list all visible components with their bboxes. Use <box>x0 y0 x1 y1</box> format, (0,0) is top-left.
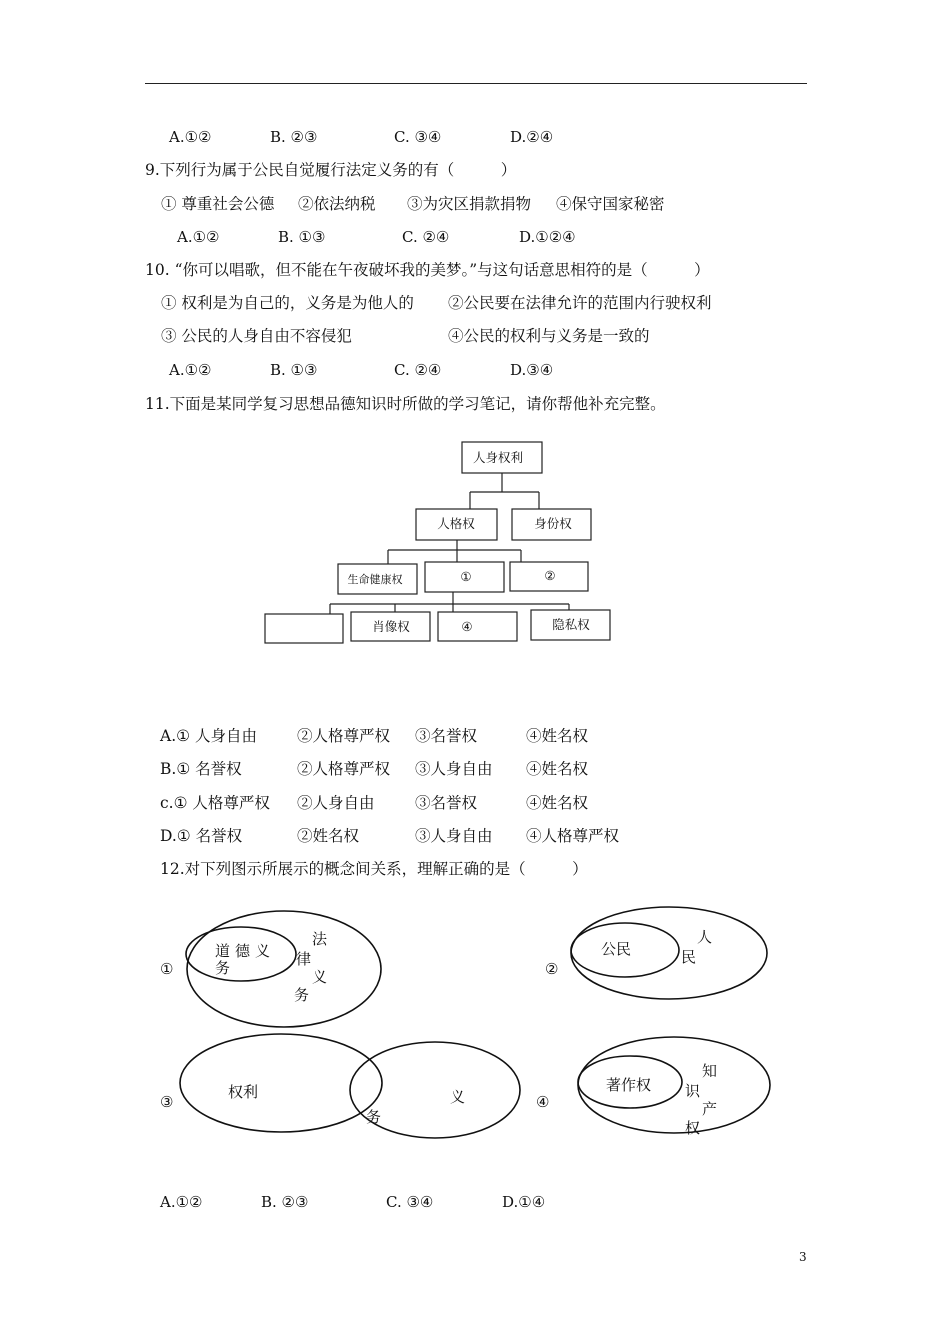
q8-option-b: B. ②③ <box>270 128 318 146</box>
q10-item-3: ③ 公民的人身自由不容侵犯 <box>161 327 352 345</box>
q12-stem: 12.对下列图示所展示的概念间关系，理解正确的是（ ） <box>160 860 588 878</box>
q11-stem: 11.下面是某同学复习思想品德知识时所做的学习笔记，请你帮他补充完整。 <box>145 395 666 413</box>
d2-number: ② <box>545 960 559 978</box>
d1-number: ① <box>160 960 174 978</box>
q11-option-d-2: ②姓名权 <box>297 827 360 845</box>
d3-left-label: 权利 <box>228 1083 259 1101</box>
q10-item-2: ②公民要在法律允许的范围内行驶权利 <box>448 294 712 312</box>
q9-stem: 9.下列行为属于公民自觉履行法定义务的有（ ） <box>145 161 517 179</box>
tree-box-blank-3 <box>265 614 343 643</box>
d4-outer-char-2: 识 <box>685 1082 701 1100</box>
d3-right-char-2: 务 <box>366 1108 382 1126</box>
d1-inner-char-2: 德 <box>235 942 251 960</box>
d2-inner-label: 公民 <box>601 940 632 958</box>
q12-option-d: D.①④ <box>502 1193 546 1211</box>
d1-inner-char-1: 道 <box>215 942 231 960</box>
d1-inner-char-3: 义 <box>255 942 271 960</box>
tree-label-root: 人身权利 <box>472 450 524 465</box>
q11-option-c-2: ②人身自由 <box>297 794 375 812</box>
q10-option-c: C. ②④ <box>394 361 442 379</box>
d4-inner-label: 著作权 <box>606 1076 652 1094</box>
q10-item-4: ④公民的权利与义务是一致的 <box>448 327 650 345</box>
q9-item-2: ②依法纳税 <box>298 195 376 213</box>
q9-item-3: ③为灾区捐款捐物 <box>407 195 532 213</box>
q9-option-b: B. ①③ <box>278 228 326 246</box>
tree-label-personality: 人格权 <box>437 516 475 531</box>
q10-option-a: A.①② <box>169 361 212 379</box>
q12-option-b: B. ②③ <box>261 1193 309 1211</box>
tree-label-circle-4: ④ <box>461 619 473 634</box>
q11-option-b-3: ③人身自由 <box>415 760 493 778</box>
q11-option-d-4: ④人格尊严权 <box>526 827 620 845</box>
q8-option-d: D.②④ <box>510 128 554 146</box>
tree-label-identity: 身份权 <box>534 516 572 531</box>
q9-item-4: ④保守国家秘密 <box>556 195 665 213</box>
q12-option-c: C. ③④ <box>386 1193 434 1211</box>
d4-outer-char-4: 权 <box>685 1119 701 1137</box>
d1-outer-char-1: 法 <box>312 930 328 948</box>
tree-label-circle-2: ② <box>544 568 556 583</box>
q11-option-c-3: ③名誉权 <box>415 794 478 812</box>
d3-right-char-1: 义 <box>450 1088 466 1106</box>
d4-outer-char-1: 知 <box>702 1062 718 1080</box>
q9-option-c: C. ②④ <box>402 228 450 246</box>
tree-label-life-health: 生命健康权 <box>347 573 403 586</box>
q11-option-b-4: ④姓名权 <box>526 760 589 778</box>
d1-outer-char-4: 务 <box>294 986 310 1004</box>
q10-option-d: D.③④ <box>510 361 554 379</box>
q11-option-c-1: c.① 人格尊严权 <box>160 794 270 812</box>
q9-option-a: A.①② <box>177 228 220 246</box>
d1-outer-char-3: 义 <box>312 968 328 986</box>
q10-option-b: B. ①③ <box>270 361 318 379</box>
q9-item-1: ① 尊重社会公德 <box>161 195 275 213</box>
tree-box-blank-4 <box>438 612 517 641</box>
q11-option-b-2: ②人格尊严权 <box>297 760 391 778</box>
d2-outer-char-1: 人 <box>697 928 713 946</box>
page-number: 3 <box>799 1250 807 1264</box>
q9-option-d: D.①②④ <box>519 228 576 246</box>
q10-stem: 10. “你可以唱歌，但不能在午夜破坏我的美梦。”与这句话意思相符的是（ ） <box>145 261 710 279</box>
q11-option-b-1: B.① 名誉权 <box>160 760 242 778</box>
q11-option-a-3: ③名誉权 <box>415 727 478 745</box>
d1-inner-char-4: 务 <box>215 959 231 977</box>
q8-option-c: C. ③④ <box>394 128 442 146</box>
d1-outer-char-2: 律 <box>296 950 312 968</box>
d4-outer-char-3: 产 <box>702 1100 718 1118</box>
tree-label-portrait: 肖像权 <box>372 619 410 634</box>
d4-number: ④ <box>536 1093 550 1111</box>
d2-outer-char-2: 民 <box>681 948 697 966</box>
q11-option-c-4: ④姓名权 <box>526 794 589 812</box>
q11-option-a-4: ④姓名权 <box>526 727 589 745</box>
q11-option-a-1: A.① 人身自由 <box>160 727 257 745</box>
q12-option-a: A.①② <box>160 1193 203 1211</box>
q11-option-d-1: D.① 名誉权 <box>160 827 243 845</box>
q11-option-d-3: ③人身自由 <box>415 827 493 845</box>
tree-label-privacy: 隐私权 <box>552 617 590 632</box>
q10-item-1: ① 权利是为自己的，义务是为他人的 <box>161 294 414 312</box>
q8-option-a: A.①② <box>169 128 212 146</box>
concept-relationship-diagrams <box>0 880 950 1150</box>
tree-label-circle-1: ① <box>460 569 472 584</box>
d3-number: ③ <box>160 1093 174 1111</box>
d3-left-ellipse <box>180 1034 382 1132</box>
q11-option-a-2: ②人格尊严权 <box>297 727 391 745</box>
